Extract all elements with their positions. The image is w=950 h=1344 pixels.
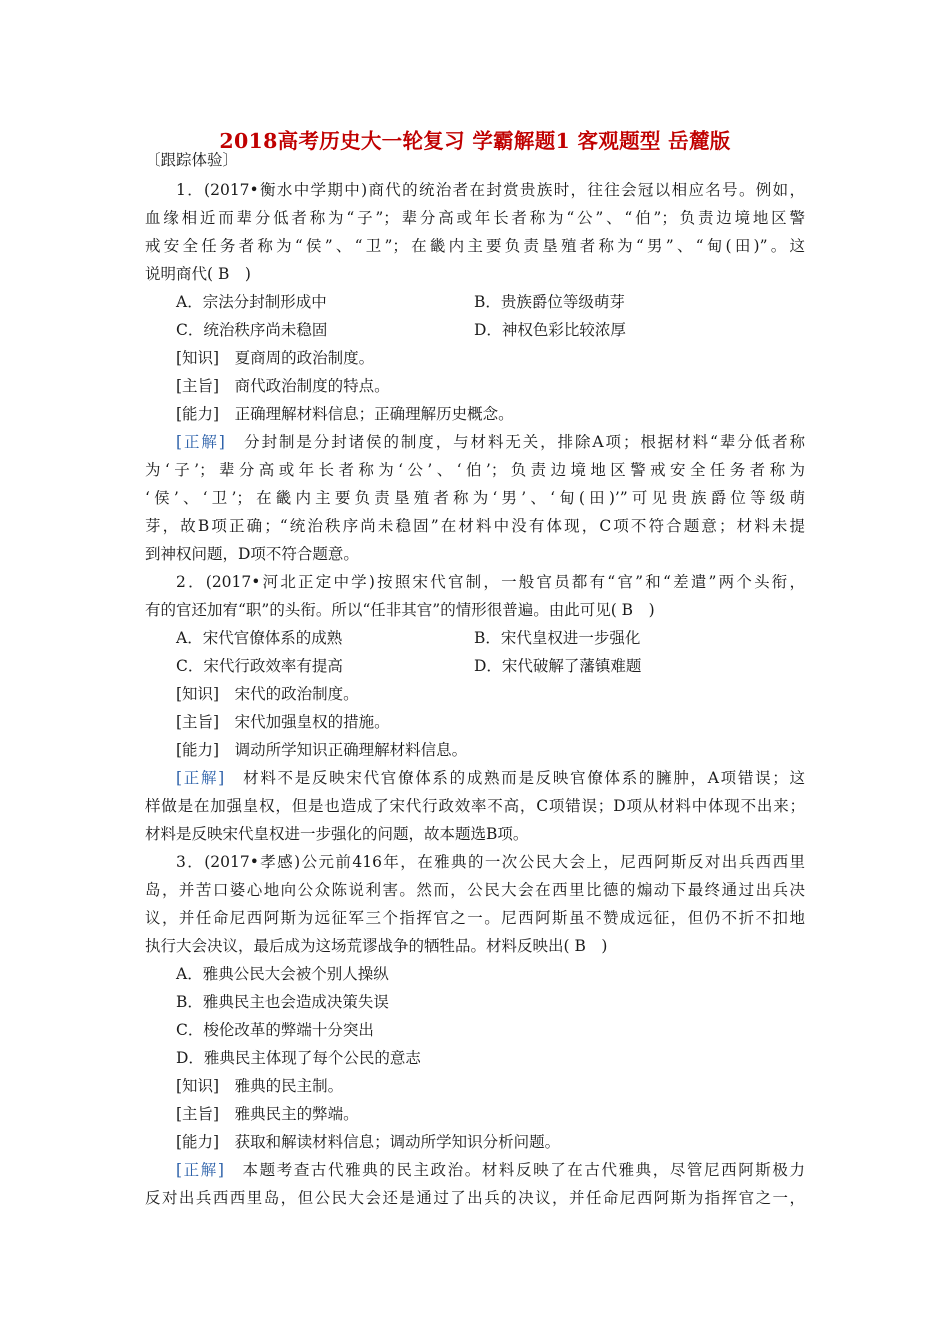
q2-option-b: B．宋代皇权进一步强化 [474,629,641,647]
q2-option-a: A．宋代官僚体系的成熟 [176,629,343,647]
q1-explanation-line: 芽，故B项正确；“统治秩序尚未稳固”在材料中没有体现，C项不符合题意；材料未提 [145,517,805,535]
q2-ability: [能力] 调动所学知识正确理解材料信息。 [176,741,468,759]
q1-stem-line: 戒安全任务者称为“侯”、“卫”；在畿内主要负责垦殖者称为“男”、“甸(田)”。这 [145,237,805,255]
q3-explanation-line: 反对出兵西西里岛，但公民大会还是通过了出兵的决议，并任命尼西阿斯为指挥官之一， [145,1189,805,1207]
section-heading: 〔跟踪体验〕 [145,151,239,169]
q2-option-c: C．宋代行政效率有提高 [176,657,343,675]
answer-tag: [正解] [176,433,225,451]
q1-knowledge: [知识] 夏商周的政治制度。 [176,349,375,367]
q3-theme: [主旨] 雅典民主的弊端。 [176,1105,359,1123]
q1-option-a: A．宗法分封制形成中 [176,293,327,311]
q3-stem-line: 执行大会决议，最后成为这场荒谬战争的牺牲品。材料反映出( B ) [145,937,608,955]
page-title: 2018高考历史大一轮复习 学霸解题1 客观题型 岳麓版 [219,129,731,153]
q2-explanation-line: 材料是反映宋代皇权进一步强化的问题，故本题选B项。 [145,825,529,843]
q2-stem-line: 2．(2017•河北正定中学)按照宋代官制，一般官员都有“官”和“差遣”两个头衔， [176,573,805,591]
q2-explanation-line: [正解] 材料不是反映宋代官僚体系的成熟而是反映官僚体系的臃肿，A项错误；这 [176,769,805,787]
q3-option-b: B．雅典民主也会造成决策失误 [176,993,389,1011]
q1-explanation-line: [正解] 分封制是分封诸侯的制度，与材料无关，排除A项；根据材料“辈分低者称 [176,433,805,451]
q2-stem-line: 有的官还加宥“职”的头衔。所以“任非其官”的情形很普遍。由此可见( B ) [145,601,655,619]
q1-option-c: C．统治秩序尚未稳固 [176,321,328,339]
q1-explanation-line: 到神权问题，D项不符合题意。 [145,545,359,563]
q2-theme: [主旨] 宋代加强皇权的措施。 [176,713,390,731]
q3-explanation-line: [正解] 本题考查古代雅典的民主政治。材料反映了在古代雅典，尽管尼西阿斯极力 [176,1161,805,1179]
q1-option-b: B．贵族爵位等级萌芽 [474,293,625,311]
q3-option-a: A．雅典公民大会被个别人操纵 [176,965,389,983]
q3-knowledge: [知识] 雅典的民主制。 [176,1077,344,1095]
answer-tag: [正解] [176,769,225,787]
q2-option-d: D．宋代破解了藩镇难题 [474,657,642,675]
q3-option-d: D．雅典民主体现了每个公民的意志 [176,1049,421,1067]
q3-stem-line: 岛，并苦口婆心地向公众陈说利害。然而，公民大会在西里比德的煽动下最终通过出兵决 [145,881,805,899]
q1-option-d: D．神权色彩比较浓厚 [474,321,626,339]
q1-stem-line: 血缘相近而辈分低者称为“子”；辈分高或年长者称为“公”、“伯”；负责边境地区警 [145,209,805,227]
q1-stem-line: 1．(2017•衡水中学期中)商代的统治者在封赏贵族时，往往会冠以相应名号。例如， [176,181,805,199]
q1-explanation-line: ‘侯’、‘卫’；在畿内主要负责垦殖者称为‘男’、‘甸(田)’”可见贵族爵位等级萌 [145,489,805,507]
q1-ability: [能力] 正确理解材料信息；正确理解历史概念。 [176,405,514,423]
q2-explanation-line: 样做是在加强皇权，但是也造成了宋代行政效率不高，C项错误；D项从材料中体现不出来； [145,797,805,815]
answer-tag: [正解] [176,1161,224,1179]
q1-stem-line: 说明商代( B ) [145,265,251,283]
q3-option-c: C．梭伦改革的弊端十分突出 [176,1021,374,1039]
q3-ability: [能力] 获取和解读材料信息；调动所学知识分析问题。 [176,1133,561,1151]
q1-explanation-line: 为‘子’；辈分高或年长者称为‘公’、‘伯’；负责边境地区警戒安全任务者称为 [145,461,805,479]
q3-stem-line: 3．(2017•孝感)公元前416年，在雅典的一次公民大会上，尼西阿斯反对出兵西西里 [176,853,805,871]
q1-theme: [主旨] 商代政治制度的特点。 [176,377,390,395]
q2-knowledge: [知识] 宋代的政治制度。 [176,685,359,703]
q3-stem-line: 议，并任命尼西阿斯为远征军三个指挥官之一。尼西阿斯虽不赞成远征，但仍不折不扣地 [145,909,805,927]
